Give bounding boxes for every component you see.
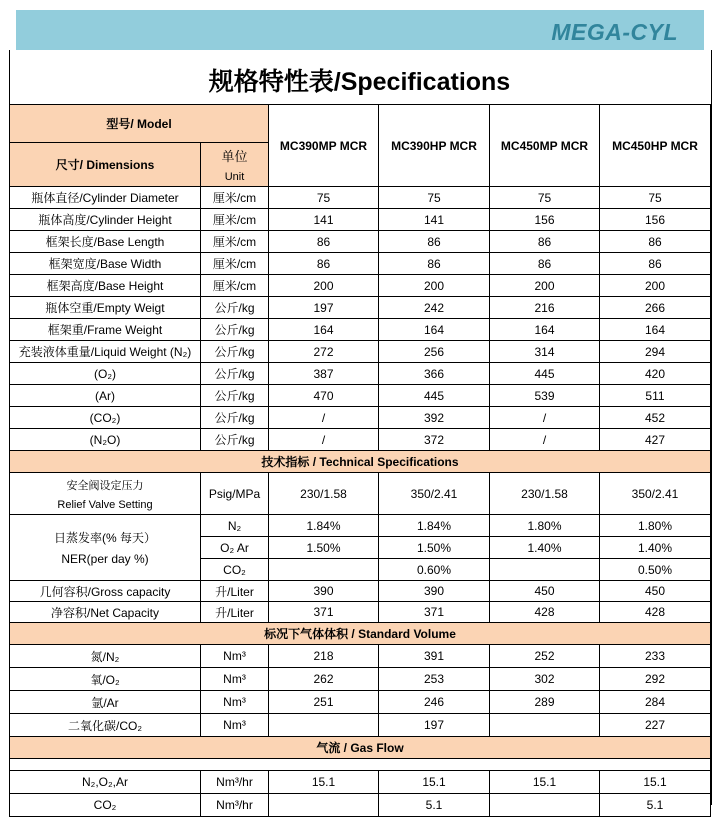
unit-header-cn: 单位 (221, 149, 248, 164)
section-row (10, 737, 711, 759)
net-capacity-value: 428 (600, 602, 711, 623)
row-unit: 厘米/cm (201, 275, 269, 297)
dimension-row (10, 187, 711, 209)
dimension-row (10, 275, 711, 297)
row-value: 292 (600, 668, 711, 691)
row-value: 15.1 (269, 771, 379, 794)
ner-value: 1.40% (490, 537, 600, 559)
row-label: 框架高度/Base Height (10, 275, 201, 297)
row-value: 197 (269, 297, 379, 319)
relief-value: 350/2.41 (600, 473, 711, 515)
row-value: 391 (379, 645, 490, 668)
net-capacity-value: 428 (490, 602, 600, 623)
row-value: 511 (600, 385, 711, 407)
row-label: 框架长度/Base Length (10, 231, 201, 253)
row-value: 387 (269, 363, 379, 385)
row-value: 5.1 (379, 794, 490, 817)
row-label: 氮/N₂ (10, 645, 201, 668)
row-label: 瓶体空重/Empty Weigt (10, 297, 201, 319)
row-value: 256 (379, 341, 490, 363)
row-value: 445 (490, 363, 600, 385)
row-value: 233 (600, 645, 711, 668)
ner-value: 1.50% (269, 537, 379, 559)
row-value: 164 (490, 319, 600, 341)
row-value: 392 (379, 407, 490, 429)
section-row (10, 623, 711, 645)
row-unit: 厘米/cm (201, 253, 269, 275)
row-value: 15.1 (379, 771, 490, 794)
ner-value: 1.40% (600, 537, 711, 559)
row-value: 156 (490, 209, 600, 231)
relief-value: 350/2.41 (379, 473, 490, 515)
row-unit: 厘米/cm (201, 187, 269, 209)
ner-value: 1.80% (600, 515, 711, 537)
row-value: 200 (490, 275, 600, 297)
row-value: 262 (269, 668, 379, 691)
row-value: 218 (269, 645, 379, 668)
page-title: 规格特性表/Specifications (208, 68, 511, 96)
row-value: 200 (600, 275, 711, 297)
model-name: MC390HP MCR (379, 105, 490, 187)
row-value: 164 (600, 319, 711, 341)
ner-gas: CO₂ (201, 559, 269, 581)
dimension-row (10, 429, 711, 451)
row-value (269, 794, 379, 817)
ner-value (490, 559, 600, 581)
row-unit: Nm³/hr (201, 794, 269, 817)
relief-value: 230/1.58 (490, 473, 600, 515)
row-unit: 公斤/kg (201, 429, 269, 451)
row-label: 瓶体直径/Cylinder Diameter (10, 187, 201, 209)
row-value: 86 (490, 253, 600, 275)
dimension-row (10, 297, 711, 319)
row-value: 314 (490, 341, 600, 363)
row-value: 252 (490, 645, 600, 668)
gross-capacity-value: 450 (600, 581, 711, 602)
row-value: 266 (600, 297, 711, 319)
ner-row (10, 515, 711, 537)
ner-value: 1.50% (379, 537, 490, 559)
row-unit: Nm³/hr (201, 771, 269, 794)
row-value: 86 (379, 231, 490, 253)
dimensions-body (10, 187, 711, 451)
row-value: 86 (379, 253, 490, 275)
row-value: 141 (379, 209, 490, 231)
ner-value: 1.80% (490, 515, 600, 537)
section-row (10, 451, 711, 473)
row-value: 372 (379, 429, 490, 451)
row-value: 246 (379, 691, 490, 714)
dimension-row (10, 231, 711, 253)
row-value: 86 (490, 231, 600, 253)
ner-gas: N₂ (201, 515, 269, 537)
gross-capacity-value: 450 (490, 581, 600, 602)
dimension-row (10, 319, 711, 341)
spacer-row (10, 759, 711, 771)
row-value: / (269, 407, 379, 429)
section-standard-volume: 标况下气体体积 / Standard Volume (10, 623, 711, 645)
row-value: 284 (600, 691, 711, 714)
row-unit: Nm³ (201, 668, 269, 691)
row-value: 75 (490, 187, 600, 209)
relief-value: 230/1.58 (269, 473, 379, 515)
row-value: 86 (269, 231, 379, 253)
unit-header (201, 143, 269, 187)
row-value: 420 (600, 363, 711, 385)
relief-label-cn: 安全阀设定压力 (66, 479, 144, 492)
row-value: 75 (269, 187, 379, 209)
row-value: 200 (379, 275, 490, 297)
row-unit: Nm³ (201, 645, 269, 668)
net-capacity-unit: 升/Liter (201, 602, 269, 623)
row-label: (CO₂) (10, 407, 201, 429)
row-value: / (490, 407, 600, 429)
row-value: 470 (269, 385, 379, 407)
row-unit: 公斤/kg (201, 319, 269, 341)
row-unit: 公斤/kg (201, 297, 269, 319)
row-value (269, 714, 379, 737)
row-label: 二氧化碳/CO₂ (10, 714, 201, 737)
row-value: 216 (490, 297, 600, 319)
row-unit: 厘米/cm (201, 231, 269, 253)
ner-value: 0.60% (379, 559, 490, 581)
gross-capacity-value: 390 (269, 581, 379, 602)
model-name: MC390MP MCR (269, 105, 379, 187)
row-value: 15.1 (600, 771, 711, 794)
brand-logo: MEGA-CYL (551, 19, 678, 45)
row-value: 272 (269, 341, 379, 363)
ner-label (10, 515, 201, 581)
row-unit: 公斤/kg (201, 363, 269, 385)
row-value: 164 (269, 319, 379, 341)
net-capacity-row (10, 602, 711, 623)
ner-gas: O₂ Ar (201, 537, 269, 559)
model-name: MC450HP MCR (600, 105, 711, 187)
relief-unit: Psig/MPa (201, 473, 269, 515)
dimension-row (10, 407, 711, 429)
row-unit: Nm³ (201, 714, 269, 737)
row-label: 充装液体重量/Liquid Weight (N₂) (10, 341, 201, 363)
relief-label (10, 473, 201, 515)
dimension-row (10, 253, 711, 275)
row-unit: Nm³ (201, 691, 269, 714)
row-value: 302 (490, 668, 600, 691)
row-unit: 厘米/cm (201, 209, 269, 231)
row-value: 86 (269, 253, 379, 275)
row-label: (Ar) (10, 385, 201, 407)
dimension-row (10, 341, 711, 363)
standard-volume-row (10, 645, 711, 668)
row-value: 366 (379, 363, 490, 385)
spacer-cell (10, 759, 711, 771)
row-value: 5.1 (600, 794, 711, 817)
dimension-row (10, 209, 711, 231)
row-value: 156 (600, 209, 711, 231)
model-label: 型号/ Model (10, 105, 269, 143)
gas-flow-row (10, 771, 711, 794)
gas-flow-body (10, 771, 711, 817)
row-value: / (490, 429, 600, 451)
row-value: 242 (379, 297, 490, 319)
relief-row (10, 473, 711, 515)
relief-label-en: Relief Valve Setting (57, 498, 153, 511)
row-value: 452 (600, 407, 711, 429)
row-value: 253 (379, 668, 490, 691)
header-banner (16, 10, 704, 50)
gross-capacity-label: 几何容积/Gross capacity (10, 581, 201, 602)
row-label: N₂,O₂,Ar (10, 771, 201, 794)
row-value: 75 (600, 187, 711, 209)
gross-capacity-value: 390 (379, 581, 490, 602)
section-gas-flow: 气流 / Gas Flow (10, 737, 711, 759)
row-label: CO₂ (10, 794, 201, 817)
standard-volume-body (10, 645, 711, 737)
net-capacity-value: 371 (269, 602, 379, 623)
row-value: 86 (600, 253, 711, 275)
dimension-row (10, 385, 711, 407)
section-technical: 技术指标 / Technical Specifications (10, 451, 711, 473)
dimension-row (10, 363, 711, 385)
standard-volume-row (10, 714, 711, 737)
row-value (490, 794, 600, 817)
row-label: 框架宽度/Base Width (10, 253, 201, 275)
row-label: 氧/O₂ (10, 668, 201, 691)
row-label: 氩/Ar (10, 691, 201, 714)
dimensions-label: 尺寸/ Dimensions (10, 143, 201, 187)
row-label: 瓶体高度/Cylinder Height (10, 209, 201, 231)
row-value: 141 (269, 209, 379, 231)
model-name: MC450MP MCR (490, 105, 600, 187)
row-label: (O₂) (10, 363, 201, 385)
row-value: 445 (379, 385, 490, 407)
standard-volume-row (10, 691, 711, 714)
row-value: 227 (600, 714, 711, 737)
row-unit: 公斤/kg (201, 385, 269, 407)
ner-value: 1.84% (379, 515, 490, 537)
spec-table (9, 104, 711, 817)
ner-label-en: NER(per day %) (61, 552, 149, 566)
ner-value: 0.50% (600, 559, 711, 581)
row-value: / (269, 429, 379, 451)
row-value: 164 (379, 319, 490, 341)
gas-flow-row (10, 794, 711, 817)
row-value: 15.1 (490, 771, 600, 794)
row-value (490, 714, 600, 737)
row-value: 86 (600, 231, 711, 253)
header-row-model (10, 105, 711, 143)
row-value: 197 (379, 714, 490, 737)
row-unit: 公斤/kg (201, 407, 269, 429)
row-unit: 公斤/kg (201, 341, 269, 363)
ner-value: 1.84% (269, 515, 379, 537)
standard-volume-row (10, 668, 711, 691)
row-value: 251 (269, 691, 379, 714)
row-value: 427 (600, 429, 711, 451)
row-value: 200 (269, 275, 379, 297)
net-capacity-value: 371 (379, 602, 490, 623)
row-label: (N₂O) (10, 429, 201, 451)
row-label: 框架重/Frame Weight (10, 319, 201, 341)
row-value: 294 (600, 341, 711, 363)
row-value: 539 (490, 385, 600, 407)
ner-value (269, 559, 379, 581)
gross-capacity-row (10, 581, 711, 602)
ner-label-cn: 日蒸发率(% 每天） (53, 531, 156, 545)
row-value: 289 (490, 691, 600, 714)
row-value: 75 (379, 187, 490, 209)
net-capacity-label: 净容积/Net Capacity (10, 602, 201, 623)
unit-header-en: Unit (224, 171, 245, 183)
gross-capacity-unit: 升/Liter (201, 581, 269, 602)
